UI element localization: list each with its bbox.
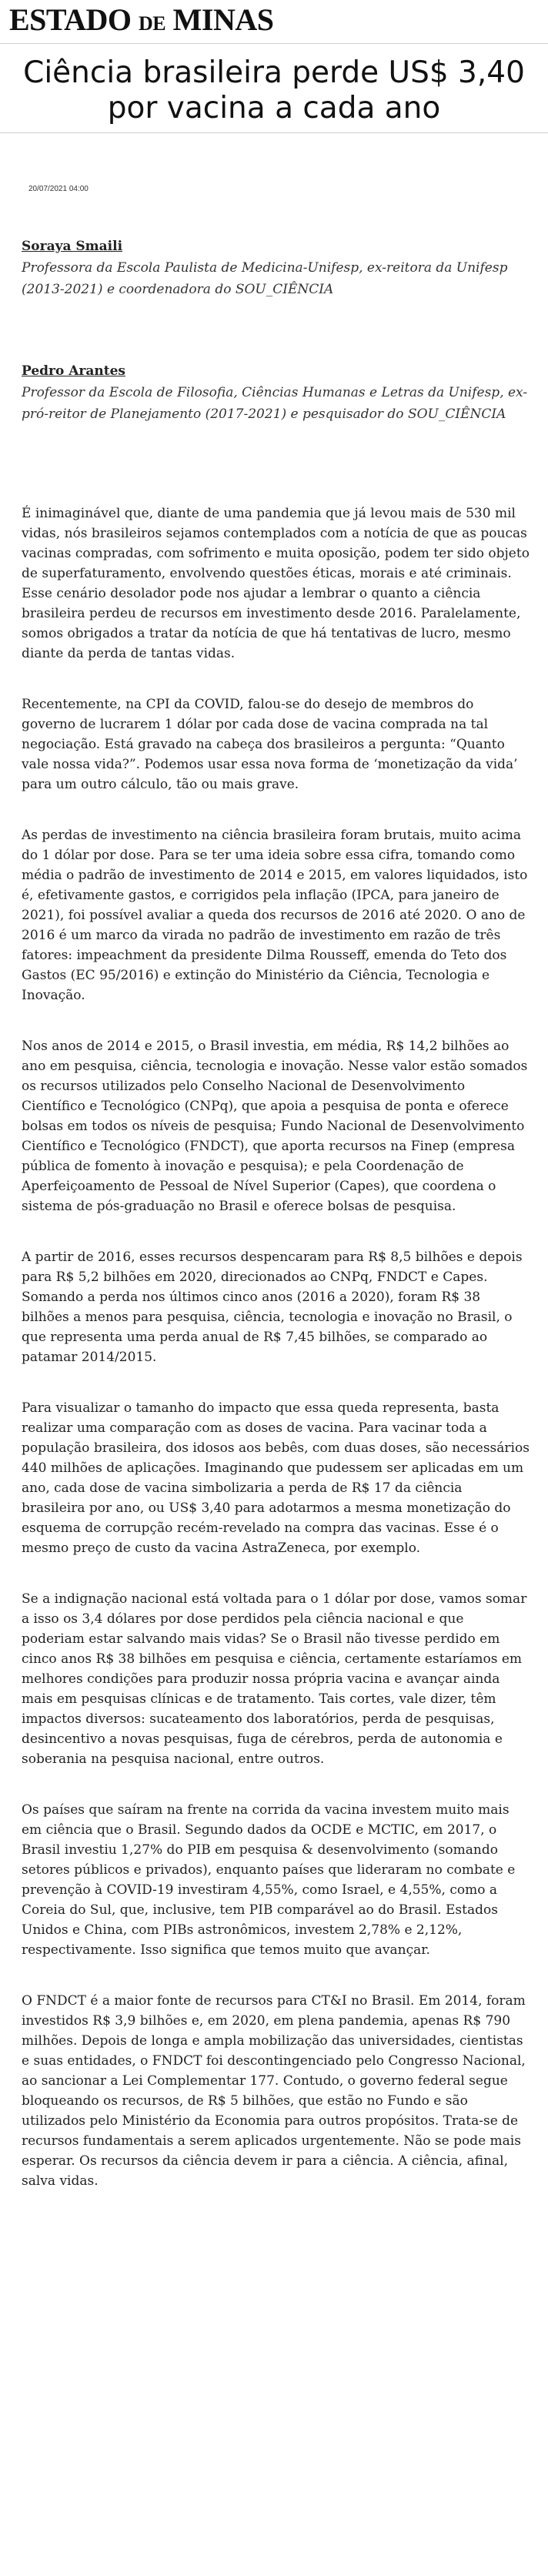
author-role: Professor da Escola de Filosofia, Ciências Humanas e Letras da Unifesp, ex-pró-reitor de Planejamento (2017-2021) e pesquisador do SOU_CIÊNCIA <box>22 385 528 422</box>
article-paragraph: Nos anos de 2014 e 2015, o Brasil investia, em média, R$ 14,2 bilhões ao ano em pesquisa, ciência, tecnologia e inovação. Nesse valor estão somados os recursos utilizados pelo Conselho Nacional de Desenvolvimento Científico e Tecnológico (CNPq), que apoia a pesquisa de ponta e oferece bolsas em todos os níveis de pesquisa; Fundo Nacional de Desenvolvimento Científico e Tecnológico (FNDCT), que aporta recursos na Finep (empresa pública de fomento à inovação e pesquisa); e pela Coordenação de Aperfeiçoamento de Pessoal de Nível Superior (Capes), que coordena o sistema de pós-graduação no Brasil e oferece bolsas de pesquisa. <box>22 1039 528 1214</box>
article-date: 20/07/2021 04:00 <box>28 185 89 193</box>
article-body <box>22 503 530 2222</box>
author-name[interactable]: Soraya Smaili <box>22 239 123 254</box>
masthead-part2: DE <box>139 12 166 35</box>
article-paragraph: O FNDCT é a maior fonte de recursos para CT&I no Brasil. Em 2014, foram investidos R$ 3,9 bilhões e, em 2020, em plena pandemia, apenas R$ 790 milhões. Depois de longa e ampla mobilização das universidades, cientistas e suas entidades, o FNDCT foi descontingenciado pelo Congresso Nacional, ao sancionar a Lei Complementar 177. Contudo, o governo federal segue bloqueando os recursos, de R$ 5 bilhões, que estão no Fundo e são utilizados pelo Ministério da Economia para outros propósitos. Trata-se de recursos fundamentais a serem aplicados urgentemente. Não se pode mais esperar. Os recursos da ciência devem ir para a ciência. A ciência, afinal, salva vidas. <box>22 1993 526 2189</box>
author-name[interactable]: Pedro Arantes <box>22 363 126 379</box>
header-divider <box>0 43 548 44</box>
masthead-logo[interactable] <box>9 2 274 39</box>
author-block <box>22 236 530 300</box>
author-role: Professora da Escola Paulista de Medicina-Unifesp, ex-reitora da Unifesp (2013-2021) e coordenadora do SOU_CIÊNCIA <box>22 260 508 297</box>
article-title: Ciência brasileira perde US$ 3,40 por vacina a cada ano <box>23 55 525 125</box>
article-paragraph: É inimaginável que, diante de uma pandemia que já levou mais de 530 mil vidas, nós brasileiros sejamos contemplados com a notícia de que as poucas vacinas compradas, com sofrimento e muita oposição, podem ter sido objeto de superfaturamento, envolvendo questões éticas, morais e até criminais. Esse cenário desolador pode nos ajudar a lembrar o quanto a ciência brasileira perdeu de recursos em investimento desde 2016. Paralelamente, somos obrigados a tratar da notícia de que há tentativas de lucro, mesmo diante da perda de tantas vidas. <box>22 506 530 661</box>
title-divider <box>0 132 548 133</box>
article-paragraph: As perdas de investimento na ciência brasileira foram brutais, muito acima do 1 dólar por dose. Para se ter uma ideia sobre essa cifra, tomando como média o padrão de investimento de 2014 e 2015, em valores liquidados, isto é, efetivamente gastos, e corrigidos pela inflação (IPCA, para janeiro de 2021), foi possível avaliar a queda dos recursos de 2016 até 2020. O ano de 2016 é um marco da virada no padrão de investimento em razão de três fatores: impeachment da presidente Dilma Rousseff, emenda do Teto dos Gastos (EC 95/2016) e extinção do Ministério da Ciência, Tecnologia e Inovação. <box>22 828 528 1003</box>
article-paragraph: Para visualizar o tamanho do impacto que essa queda representa, basta realizar uma comparação com as doses de vacina. Para vacinar toda a população brasileira, dos idosos aos bebês, com duas doses, são necessários 440 milhões de aplicações. Imaginando que pudessem ser aplicadas em um ano, cada dose de vacina simbolizaria a perda de R$ 17 da ciência brasileira por ano, ou US$ 3,40 para adotarmos a mesma monetização do esquema de corrupção recém-revelado na compra das vacinas. Esse é o mesmo preço de custo da vacina AstraZeneca, por exemplo. <box>22 1400 530 1556</box>
article-paragraph: A partir de 2016, esses recursos despencaram para R$ 8,5 bilhões e depois para R$ 5,2 bilhões em 2020, direcionados ao CNPq, FNDCT e Capes. Somando a perda nos últimos cinco anos (2016 a 2020), foram R$ 38 bilhões a menos para pesquisa, ciência, tecnologia e inovação no Brasil, o que representa uma perda anual de R$ 7,45 bilhões, se comparado ao patamar 2014/2015. <box>22 1250 523 1365</box>
article-paragraph: Os países que saíram na frente na corrida da vacina investem muito mais em ciência que o Brasil. Segundo dados da OCDE e MCTIC, em 2017, o Brasil investiu 1,27% do PIB em pesquisa & desenvolvimento (somando setores públicos e privados), enquanto países que lideraram no combate e prevenção à COVID-19 investiram 4,55%, como Israel, e 4,55%, como a Coreia do Sul, que, inclusive, tem PIB comparável ao do Brasil. Estados Unidos e China, com PIBs astronômicos, investem 2,78% e 2,12%, respectivamente. Isso significa que temos muito que avançar. <box>22 1802 516 1958</box>
masthead-part1: ESTADO <box>9 2 139 37</box>
masthead-part3: MINAS <box>165 2 274 37</box>
article-paragraph: Se a indignação nacional está voltada para o 1 dólar por dose, vamos somar a isso os 3,4 dólares por dose perdidos pela ciência nacional e que poderiam estar salvando mais vidas? Se o Brasil não tivesse perdido em cinco anos R$ 38 bilhões em pesquisa e ciência, certamente estaríamos em melhores condições para produzir nossa própria vacina e avançar ainda mais em pesquisas clínicas e de tratamento. Tais cortes, vale dizer, têm impactos diversos: sucateamento dos laboratórios, perda de pesquisas, desincentivo a novas pesquisas, fuga de cérebros, perda de autonomia e soberania na pesquisa nacional, entre outros. <box>22 1591 527 1767</box>
author-block <box>22 360 530 425</box>
article-paragraph: Recentemente, na CPI da COVID, falou-se do desejo de membros do governo de lucrarem 1 dólar por cada dose de vacina comprada na tal negociação. Está gravado na cabeça dos brasileiros a pergunta: “Quanto vale nossa vida?”. Podemos usar essa nova forma de ‘monetização da vida’ para um outro cálculo, tão ou mais grave. <box>22 697 518 792</box>
